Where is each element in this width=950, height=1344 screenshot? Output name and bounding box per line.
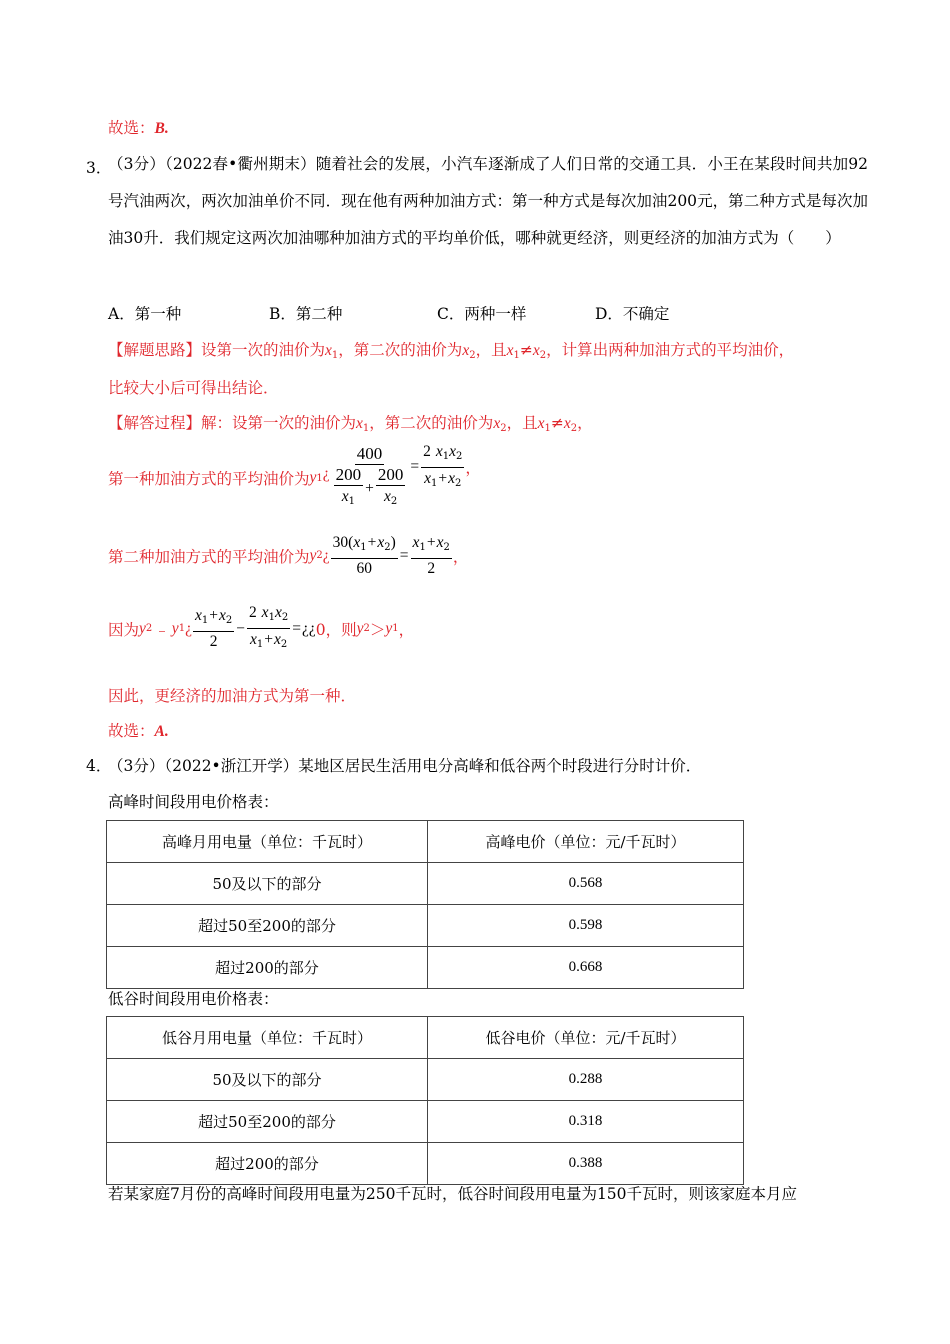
table-cell: 50及以下的部分 xyxy=(107,863,428,905)
peak-table-caption: 高峰时间段用电价格表： xyxy=(108,793,279,811)
table-cell: 0.668 xyxy=(428,947,744,989)
table-cell: 50及以下的部分 xyxy=(107,1059,428,1101)
table-cell: 0.388 xyxy=(428,1143,744,1185)
q4-stem: （3分）（2022•浙江开学）某地区居民生活用电分高峰和低谷两个时段进行分时计价． xyxy=(108,757,702,775)
q3-solution-idea-cont: 比较大小后可得出结论． xyxy=(108,379,279,397)
table-header-cell: 高峰电价（单位：元/千瓦时） xyxy=(428,821,744,863)
q2-final-answer: 故选：B. xyxy=(108,119,169,137)
valley-table-caption: 低谷时间段用电价格表： xyxy=(108,990,279,1008)
table-header-cell: 低谷电价（单位：元/千瓦时） xyxy=(428,1017,744,1059)
q3-solution-idea: 【解题思路】设第一次的油价为$x_1$，第二次的油价为$x_2$，且$x_1\ne x_2$，计算出两种加油方式的平均油价， xyxy=(108,341,795,361)
q3-final-answer: 故选：A. xyxy=(108,722,169,740)
peak-price-table xyxy=(106,820,744,989)
table-cell: 0.568 xyxy=(428,863,744,905)
table-row xyxy=(107,905,744,947)
q4-number: 4． xyxy=(86,757,112,775)
table-row xyxy=(107,863,744,905)
valley-price-table xyxy=(106,1016,744,1185)
formula-compare: 因为 y 2 ﹣ y 1 ¿ $\frac{x1+x2}{2}$ − $\frac{2 x1x2}{x1+x2}$ = ¿¿ 0，则 y 2 ＞ y 1 ， xyxy=(108,604,415,650)
table-row xyxy=(107,947,744,989)
q3-conclusion: 因此，更经济的加油方式为第一种． xyxy=(108,687,357,705)
formula-y1: 第一种加油方式的平均油价为 y 1 ¿ 400 $\frac{200}{x1}$ + $\frac{200}{x2}$ = $\frac{2 x1x2}{x1+x2}$ ， xyxy=(108,444,481,512)
table-cell: 超过50至200的部分 xyxy=(107,1101,428,1143)
table-header-cell: 低谷月用电量（单位：千瓦时） xyxy=(107,1017,428,1059)
table-row xyxy=(107,1059,744,1101)
table-row xyxy=(107,1143,744,1185)
q3-stem: （3分）（2022春•衢州期末）随着社会的发展，小汽车逐渐成了人们日常的交通工具．小王在某段时间共加92号汽油两次，两次加油单价不同．现在他有两种加油方式：第一种方式是每次加油200元，第二种方式是每次加油30升．我们规定这两次加油哪种加油方式的平均单价低，哪种就更经济，则更经济的加油方式为（ ） xyxy=(108,155,868,247)
table-cell: 0.288 xyxy=(428,1059,744,1101)
option-c[interactable]: C．两种一样 xyxy=(437,305,527,323)
q4-stem-continued: 若某家庭7月份的高峰时间段用电量为250千瓦时，低谷时间段用电量为150千瓦时，则该家庭本月应 xyxy=(108,1185,798,1203)
table-header-cell: 高峰月用电量（单位：千瓦时） xyxy=(107,821,428,863)
table-cell: 0.318 xyxy=(428,1101,744,1143)
table-cell: 超过200的部分 xyxy=(107,947,428,989)
table-row xyxy=(107,1101,744,1143)
table-cell: 超过50至200的部分 xyxy=(107,905,428,947)
table-cell: 超过200的部分 xyxy=(107,1143,428,1185)
fraction-y1: 400 $\frac{200}{x1}$ + $\frac{200}{x2}$ xyxy=(335,444,404,507)
option-a[interactable]: A．第一种 xyxy=(108,305,182,323)
table-header-row xyxy=(107,1017,744,1059)
formula-y2: 第二种加油方式的平均油价为 y 2 ¿ $\frac{30(x1+x2)}{60}$ = $\frac{x1+x2}{2}$ ， xyxy=(108,534,469,577)
q3-solution-process: 【解答过程】解：设第一次的油价为$x_1$，第二次的油价为$x_2$，且$x_1\ne x_2$， xyxy=(108,414,593,434)
table-header-row xyxy=(107,821,744,863)
q3-number: 3． xyxy=(86,159,112,177)
table-cell: 0.598 xyxy=(428,905,744,947)
fraction-y2: $\frac{30(x1+x2)}{60}$ xyxy=(332,534,396,577)
option-b[interactable]: B．第二种 xyxy=(269,305,343,323)
option-d[interactable]: D．不确定 xyxy=(595,305,670,323)
